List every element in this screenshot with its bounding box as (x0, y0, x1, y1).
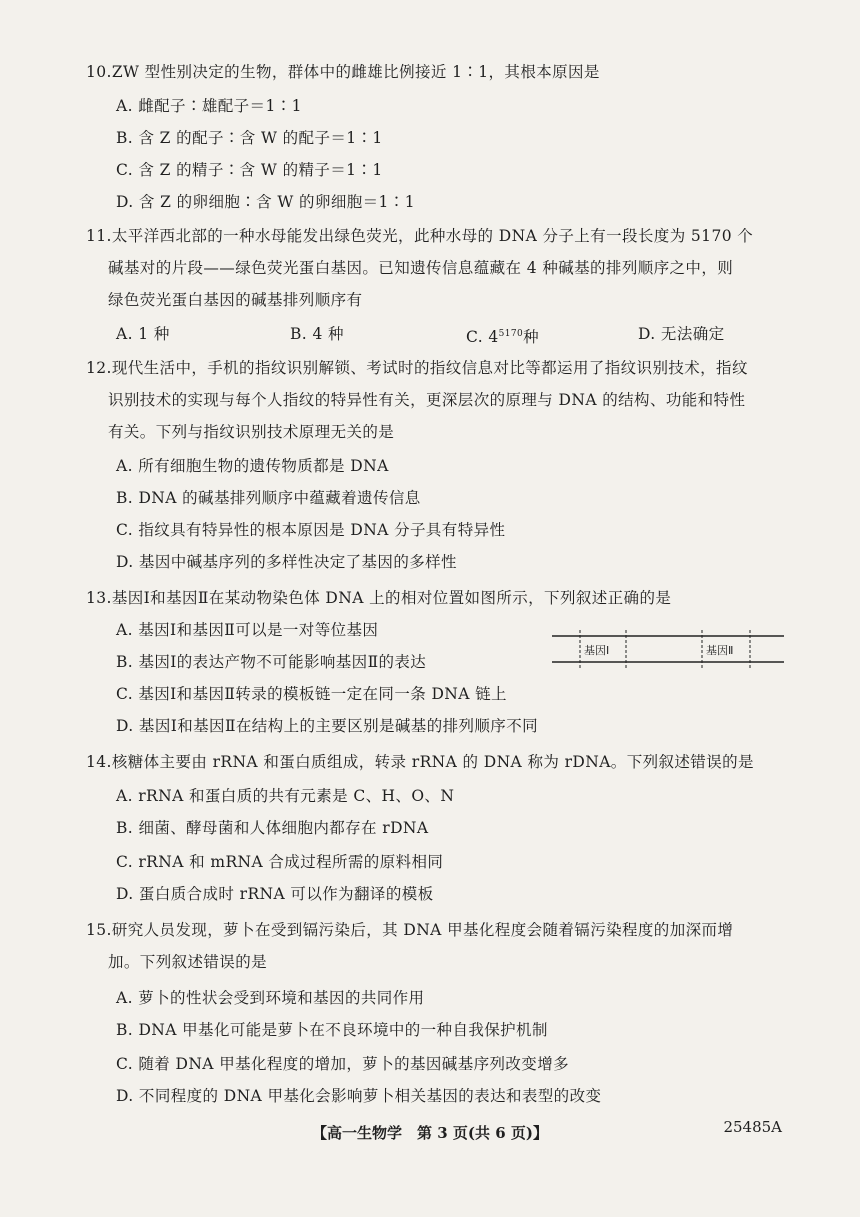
question-11-stem-line1: 11.太平洋西北部的一种水母能发出绿色荧光，此种水母的 DNA 分子上有一段长度为 5170 个 (86, 227, 754, 245)
question-14-option-d: D. 蛋白质合成时 rRNA 可以作为翻译的模板 (116, 885, 434, 903)
question-13-option-a: A. 基因Ⅰ和基因Ⅱ可以是一对等位基因 (116, 621, 379, 639)
question-12-stem-line2: 识别技术的实现与每个人指纹的特异性有关，更深层次的原理与 DNA 的结构、功能和特性 (108, 391, 746, 409)
question-14-option-b: B. 细菌、酵母菌和人体细胞内都存在 rDNA (116, 819, 429, 837)
question-12-option-a: A. 所有细胞生物的遗传物质都是 DNA (116, 457, 389, 475)
question-15-stem-line1: 15.研究人员发现，萝卜在受到镉污染后，其 DNA 甲基化程度会随着镉污染程度的加深而增 (86, 921, 734, 939)
question-12-option-d: D. 基因中碱基序列的多样性决定了基因的多样性 (116, 553, 457, 571)
question-15-option-d: D. 不同程度的 DNA 甲基化会影响萝卜相关基因的表达和表型的改变 (116, 1087, 602, 1105)
question-11-stem-line3: 绿色荧光蛋白基因的碱基排列顺序有 (108, 291, 363, 309)
question-14-option-a: A. rRNA 和蛋白质的共有元素是 C、H、O、N (116, 787, 455, 805)
question-13-option-d: D. 基因Ⅰ和基因Ⅱ在结构上的主要区别是碱基的排列顺序不同 (116, 717, 538, 735)
gene-position-diagram (552, 628, 784, 672)
question-12-option-b: B. DNA 的碱基排列顺序中蕴藏着遗传信息 (116, 489, 421, 507)
question-11-option-d: D. 无法确定 (638, 325, 725, 343)
question-12-stem-line3: 有关。下列与指纹识别技术原理无关的是 (108, 423, 395, 441)
question-10-option-a: A. 雌配子∶雄配子＝1∶1 (116, 97, 302, 115)
question-10-option-d: D. 含 Z 的卵细胞∶含 W 的卵细胞＝1∶1 (116, 193, 415, 211)
question-12-stem-line1: 12.现代生活中，手机的指纹识别解锁、考试时的指纹信息对比等都运用了指纹识别技术，指纹 (86, 359, 748, 377)
question-13-option-c: C. 基因Ⅰ和基因Ⅱ转录的模板链一定在同一条 DNA 链上 (116, 685, 507, 703)
question-15-option-b: B. DNA 甲基化可能是萝卜在不良环境中的一种自我保护机制 (116, 1021, 548, 1039)
question-10-option-c: C. 含 Z 的精子∶含 W 的精子＝1∶1 (116, 161, 383, 179)
question-13-option-b: B. 基因Ⅰ的表达产物不可能影响基因Ⅱ的表达 (116, 653, 427, 671)
option-c-exponent: 5170 (498, 329, 524, 339)
question-15-stem-line2: 加。下列叙述错误的是 (108, 953, 268, 971)
gene1-label: 基因Ⅰ (584, 644, 610, 657)
gene2-label: 基因Ⅱ (706, 644, 734, 657)
question-15-option-a: A. 萝卜的性状会受到环境和基因的共同作用 (116, 989, 425, 1007)
question-10-stem: 10.ZW 型性别决定的生物，群体中的雌雄比例接近 1∶1，其根本原因是 (86, 63, 600, 81)
question-14-stem: 14.核糖体主要由 rRNA 和蛋白质组成，转录 rRNA 的 DNA 称为 rDNA。下列叙述错误的是 (86, 753, 754, 771)
question-15-option-c: C. 随着 DNA 甲基化程度的增加，萝卜的基因碱基序列改变增多 (116, 1055, 570, 1073)
question-11-option-b: B. 4 种 (290, 325, 344, 343)
question-14-option-c: C. rRNA 和 mRNA 合成过程所需的原料相同 (116, 853, 444, 871)
question-11-option-c: C. $4^{5170}$种 (466, 328, 540, 347)
question-10-option-b: B. 含 Z 的配子∶含 W 的配子＝1∶1 (116, 129, 383, 147)
page-footer: 【高一生物学 第 3 页(共 6 页)】 (312, 1124, 548, 1142)
exam-code: 25485A (723, 1118, 782, 1136)
question-11-option-a: A. 1 种 (116, 325, 170, 343)
question-13-stem: 13.基因Ⅰ和基因Ⅱ在某动物染色体 DNA 上的相对位置如图所示，下列叙述正确的是 (86, 589, 672, 607)
question-11-stem-line2: 碱基对的片段——绿色荧光蛋白基因。已知遗传信息蕴藏在 4 种碱基的排列顺序之中，则 (108, 259, 734, 277)
question-12-option-c: C. 指纹具有特异性的根本原因是 DNA 分子具有特异性 (116, 521, 506, 539)
